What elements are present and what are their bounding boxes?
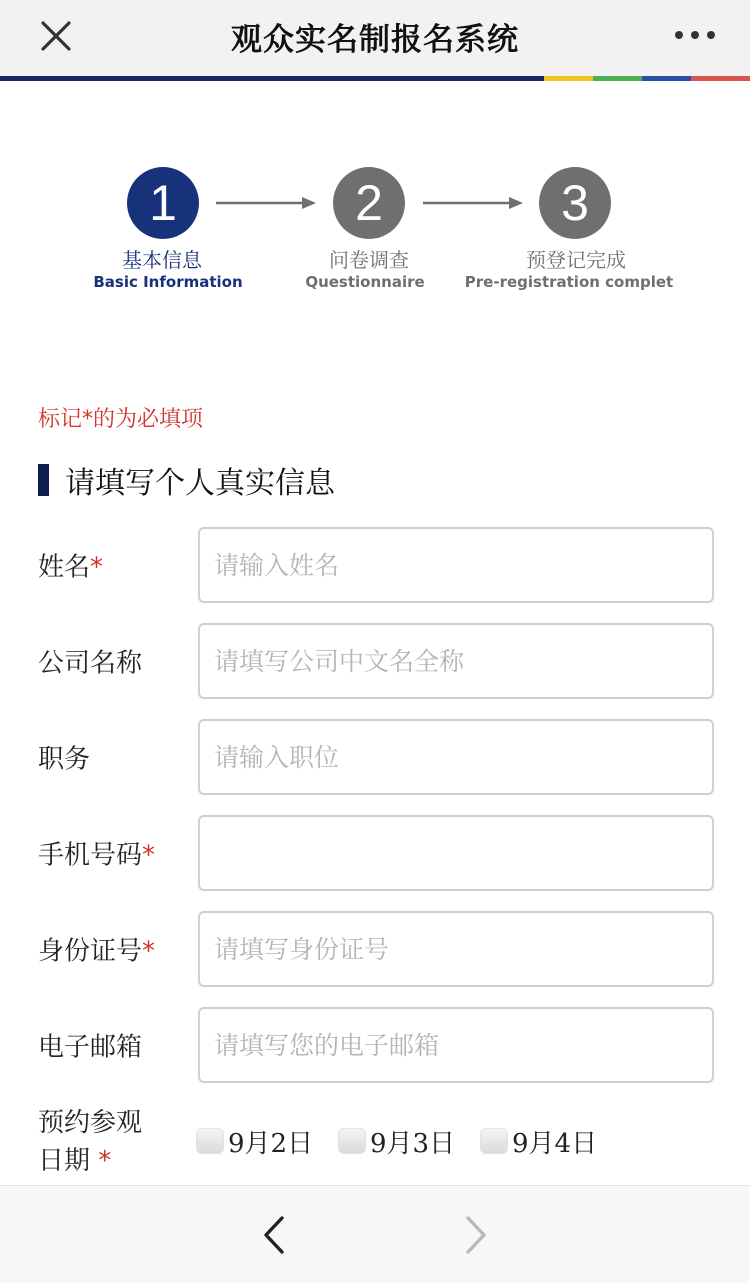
field-label: 电子邮箱 [38,1032,143,1063]
step-2-circle: 2 [333,167,405,239]
step-3-title: 预登记完成 [526,248,626,272]
form-row-company [0,623,750,699]
date-option-1[interactable]: 9月2日 [196,1122,313,1160]
form-row-name [0,527,750,603]
form-row-position [0,719,750,795]
checkbox[interactable] [480,1128,508,1154]
required-note: 标记*的为必填项 [38,407,204,432]
step-2-title: 问卷调查 [329,248,409,272]
page-title: 观众实名制报名系统 [231,22,519,58]
required-star: * [142,936,156,967]
position-input[interactable] [198,719,714,795]
form-row-phone [0,815,750,891]
checkbox[interactable] [338,1128,366,1154]
email-input[interactable] [198,1007,714,1083]
top-bar [0,0,750,78]
back-button[interactable] [254,1212,294,1258]
required-star: * [142,840,156,871]
step-1-title: 基本信息 [122,248,202,272]
field-label: 身份证号* [38,936,156,967]
field-label: 手机号码* [38,840,156,871]
section-marker [38,464,49,496]
step-1-circle: 1 [127,167,199,239]
form-row-visit-date [0,1100,750,1185]
section-title [38,460,335,500]
field-label: 公司名称 [38,648,143,679]
date-option-2[interactable]: 9月3日 [338,1122,455,1160]
more-icon [670,18,720,54]
step-1-subtitle: Basic Information [93,273,243,291]
form-row-id [0,911,750,987]
checkbox[interactable] [196,1128,224,1154]
phone-input[interactable] [198,815,714,891]
step-2-subtitle: Questionnaire [305,273,425,291]
more-button[interactable] [670,18,720,54]
field-label: 预约参观 日期 * [38,1108,143,1176]
section-title-text: 请填写个人真实信息 [65,466,335,501]
arrow-icon [423,196,523,210]
form-row-email [0,1007,750,1083]
arrow-icon [216,196,316,210]
chevron-left-icon [254,1212,294,1258]
bottom-nav [0,1185,750,1283]
date-option-3[interactable]: 9月4日 [480,1122,597,1160]
name-input[interactable] [198,527,714,603]
step-3-circle: 3 [539,167,611,239]
required-star: * [90,552,104,583]
forward-button[interactable] [456,1212,496,1258]
required-star: * [98,1146,112,1176]
step-3-subtitle: Pre-registration complet [464,273,674,291]
brand-stripe [0,76,750,81]
field-label: 职务 [38,744,91,775]
company-input[interactable] [198,623,714,699]
chevron-right-icon [456,1212,496,1258]
field-label: 姓名* [38,552,104,583]
id-number-input[interactable] [198,911,714,987]
